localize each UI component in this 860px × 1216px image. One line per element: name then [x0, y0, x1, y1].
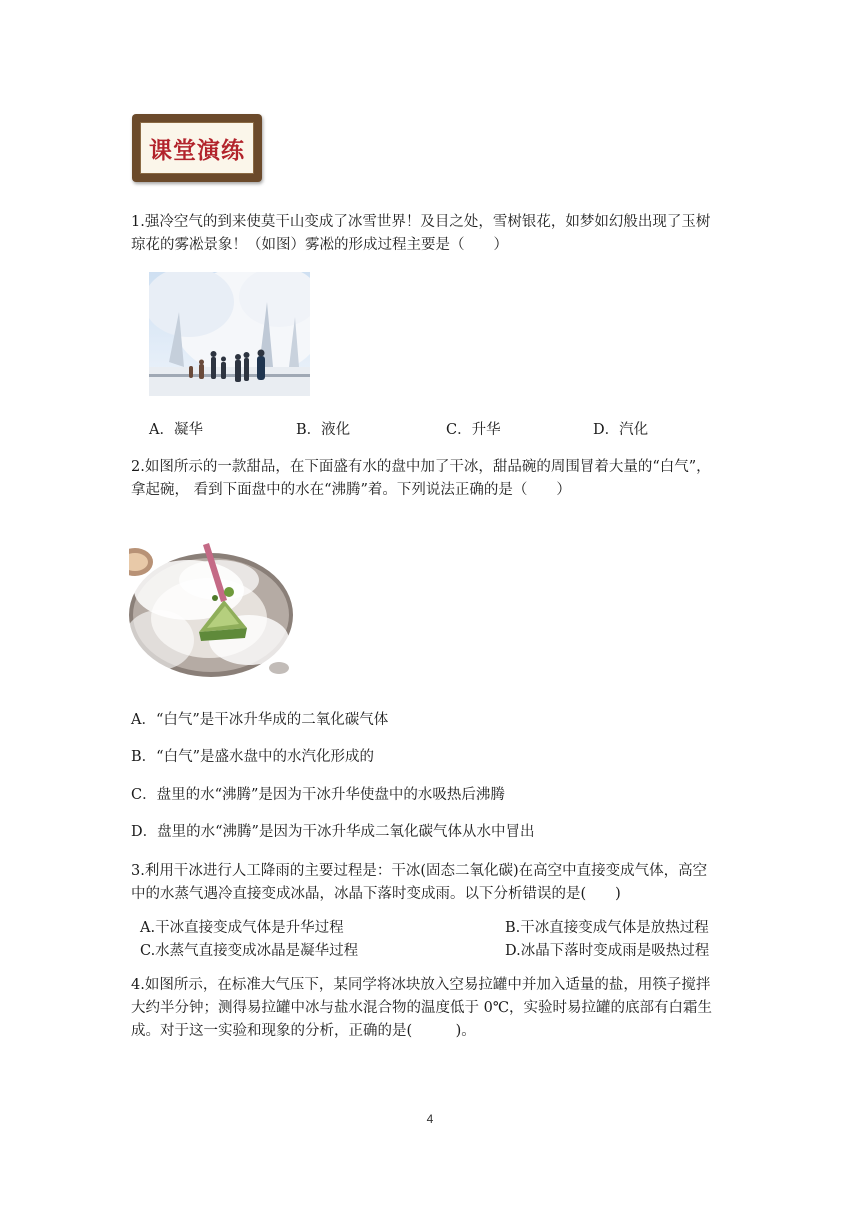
rime-photo	[149, 272, 310, 396]
q2-option-b: B．“白气”是盛水盘中的水汽化形成的	[131, 749, 374, 765]
q2-stem-line-2: 拿起碗， 看到下面盘中的水在“沸腾”着。下列说法正确的是（ ）	[131, 482, 571, 498]
q1-option-c: C．升华	[446, 422, 501, 438]
q2-option-a: A．“白气”是干冰升华成的二氧化碳气体	[131, 712, 389, 728]
banner-board	[140, 122, 254, 174]
q3-option-d: D.冰晶下落时变成雨是吸热过程	[505, 943, 710, 959]
q2-option-d: D．盘里的水“沸腾”是因为干冰升华成二氧化碳气体从水中冒出	[131, 824, 535, 840]
q3-stem-line-2: 中的水蒸气遇冷直接变成冰晶，冰晶下落时变成雨。以下分析错误的是( )	[131, 886, 621, 902]
q1-option-b: B．液化	[296, 422, 351, 438]
q1-stem-line-1: 1.强冷空气的到来使莫干山变成了冰雪世界！及目之处，雪树银花，如梦如幻般出现了玉树	[131, 214, 711, 230]
dessert-photo	[129, 520, 295, 686]
page-number: 4	[426, 1112, 434, 1126]
rime-photo-image	[149, 272, 310, 396]
q4-stem-line-3: 成。对于这一实验和现象的分析，正确的是( )。	[131, 1023, 476, 1039]
q2-stem-line-1: 2.如图所示的一款甜品，在下面盛有水的盘中加了干冰，甜品碗的周围冒着大量的“白气”，	[131, 459, 711, 475]
q1-option-d: D．汽化	[593, 422, 649, 438]
q4-stem-line-2: 大约半分钟；测得易拉罐中冰与盐水混合物的温度低于 0℃，实验时易拉罐的底部有白霜生	[131, 1000, 713, 1016]
q3-option-b: B.干冰直接变成气体是放热过程	[505, 920, 709, 936]
q1-option-a: A．凝华	[149, 422, 203, 438]
banner-title: 课堂演练	[149, 136, 245, 164]
dessert-photo-image	[129, 520, 295, 686]
q3-stem-line-1: 3.利用干冰进行人工降雨的主要过程是：干冰(固态二氧化碳)在高空中直接变成气体，高空	[131, 863, 708, 879]
q4-stem-line-1: 4.如图所示，在标准大气压下，某同学将冰块放入空易拉罐中并加入适量的盐，用筷子搅拌	[131, 977, 711, 993]
section-banner	[132, 114, 262, 182]
q1-stem-line-2: 琼花的雾凇景象！（如图）雾凇的形成过程主要是（ ）	[131, 237, 508, 253]
q3-option-c: C.水蒸气直接变成冰晶是凝华过程	[140, 943, 359, 959]
q2-option-c: C．盘里的水“沸腾”是因为干冰升华使盘中的水吸热后沸腾	[131, 787, 505, 803]
q3-option-a: A.干冰直接变成气体是升华过程	[140, 920, 344, 936]
